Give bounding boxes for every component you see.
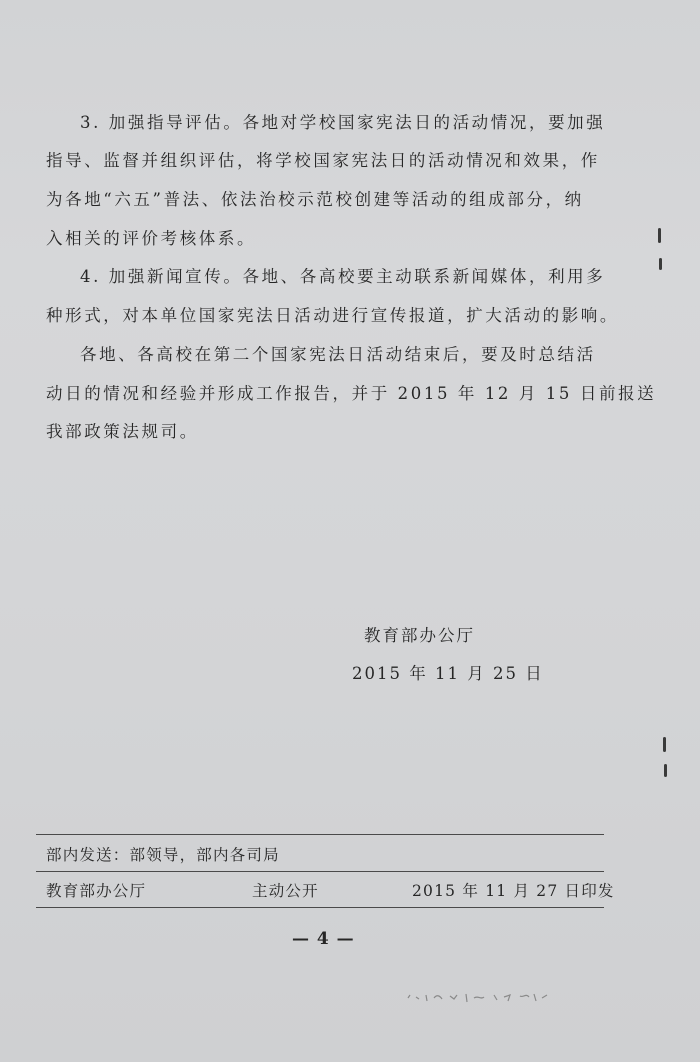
distribution-line: 部内发送：部领导，部内各司局 xyxy=(46,846,280,864)
staple-mark xyxy=(663,737,666,752)
paragraph-line: 我部政策法规司。 xyxy=(46,422,199,441)
paragraph-line: 入相关的评价考核体系。 xyxy=(46,229,257,248)
footer-middle-rule xyxy=(36,871,604,872)
staple-mark xyxy=(659,258,662,270)
signature-organization: 教育部办公厅 xyxy=(364,626,475,645)
paragraph-line: 4. 加强新闻宣传。各地、各高校要主动联系新闻媒体，利用多 xyxy=(80,267,606,286)
staple-mark xyxy=(664,764,667,777)
paragraph-line: 动日的情况和经验并形成工作报告，并于 2015 年 12 月 15 日前报送 xyxy=(46,384,657,403)
paragraph-line: 指导、监督并组织评估，将学校国家宪法日的活动情况和效果，作 xyxy=(46,151,600,170)
disclosure-type: 主动公开 xyxy=(252,882,319,900)
paragraph-line: 为各地“六五”普法、依法治校示范校创建等活动的组成部分，纳 xyxy=(46,190,584,209)
paragraph-line: 3. 加强指导评估。各地对学校国家宪法日的活动情况，要加强 xyxy=(80,113,606,132)
signature-date: 2015 年 11 月 25 日 xyxy=(352,664,544,683)
staple-mark xyxy=(658,228,661,243)
paragraph-line: 各地、各高校在第二个国家宪法日活动结束后，要及时总结活 xyxy=(80,345,596,364)
print-date: 2015 年 11 月 27 日印发 xyxy=(412,882,615,900)
page-number: — 4 — xyxy=(292,929,355,949)
footer-bottom-rule xyxy=(36,907,604,908)
footer-top-rule xyxy=(36,834,604,835)
issuer: 教育部办公厅 xyxy=(46,882,147,900)
faint-handwriting-mark xyxy=(404,986,554,1008)
paragraph-line: 种形式，对本单位国家宪法日活动进行宣传报道，扩大活动的影响。 xyxy=(46,306,619,325)
